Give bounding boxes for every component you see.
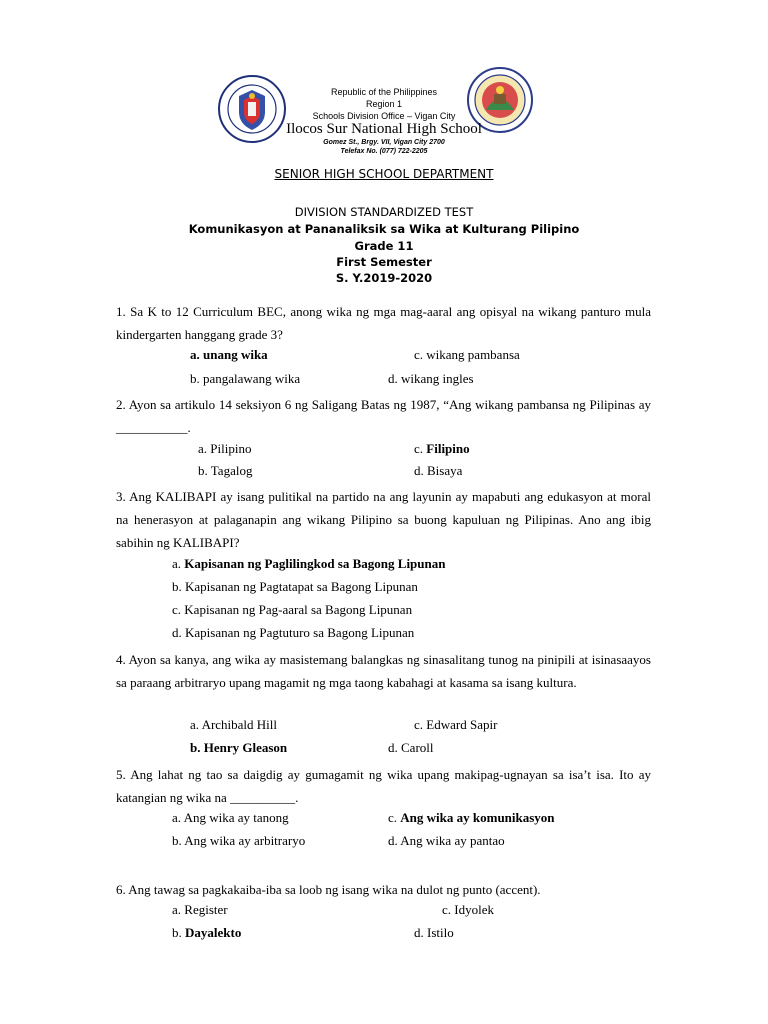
department-heading: SENIOR HIGH SCHOOL DEPARTMENT <box>274 167 494 181</box>
q5-option-c: c. Ang wika ay komunikasyon <box>388 810 555 825</box>
question-3-text: 3. Ang KALIBAPI ay isang pulitikal na partido na ang layunin ay mapabuti ang edukasyon at moral na henerasyon at palaganapin ang wikang Pilipino sa buong kapuluan ng Pilipinas. Ano ang ibig sabihin ng KALIBAPI? <box>116 489 651 550</box>
division-line: Schools Division Office – Vigan City <box>312 111 456 121</box>
school-telefax: Telefax No. (077) 722-2205 <box>340 148 428 155</box>
q5-option-a: a. Ang wika ay tanong <box>172 810 289 825</box>
q4-option-d: d. Caroll <box>388 740 434 755</box>
question-2-text: 2. Ayon sa artikulo 14 seksiyon 6 ng Saligang Batas ng 1987, “Ang wikang pambansa ng Pilipinas ay ___________. <box>116 397 651 435</box>
q2-option-b: b. Tagalog <box>198 463 253 478</box>
school-address: Gomez St., Brgy. VII, Vigan City 2700 <box>323 139 445 146</box>
q1-option-b: b. pangalawang wika <box>190 371 301 386</box>
question-4-text: 4. Ayon sa kanya, ang wika ay masistemang balangkas ng sinasalitang tunog na pinipili at isinasaayos sa paraang arbitraryo upang magamit ng mga taong kabahagi at kasama sa isang kultura. <box>116 652 651 690</box>
q2-option-c: c. Filipino <box>414 441 470 456</box>
test-school-year: S. Y.2019-2020 <box>335 271 433 285</box>
q3-option-d: d. Kapisanan ng Pagtuturo sa Bagong Lipunan <box>172 625 415 640</box>
test-subject: Komunikasyon at Pananaliksik sa Wika at Kulturang Pilipino <box>188 222 580 236</box>
q4-option-a: a. Archibald Hill <box>190 717 278 732</box>
question-1-text: 1. Sa K to 12 Curriculum BEC, anong wika ng mga mag-aaral ang opisyal na wikang panturo mula kindergarten hanggang grade 3? <box>116 304 651 342</box>
q6-option-a: a. Register <box>172 902 228 917</box>
q3-option-b: b. Kapisanan ng Pagtatapat sa Bagong Lipunan <box>172 579 418 594</box>
q5-option-b: b. Ang wika ay arbitraryo <box>172 833 306 848</box>
q3-option-c: c. Kapisanan ng Pag-aaral sa Bagong Lipunan <box>172 602 413 617</box>
q1-option-c: c. wikang pambansa <box>414 347 520 362</box>
test-semester: First Semester <box>336 255 432 269</box>
q1-option-d: d. wikang ingles <box>388 371 474 386</box>
q4-option-b: b. Henry Gleason <box>190 740 288 755</box>
q6-option-b: b. Dayalekto <box>172 925 242 940</box>
question-6-text: 6. Ang tawag sa pagkakaiba-iba sa loob ng isang wika na dulot ng punto (accent). <box>116 882 541 897</box>
q5-option-d: d. Ang wika ay pantao <box>388 833 505 848</box>
republic-line: Republic of the Philippines <box>330 87 438 97</box>
q6-option-c: c. Idyolek <box>442 902 494 917</box>
school-name: Ilocos Sur National High School <box>286 121 482 137</box>
test-title: DIVISION STANDARDIZED TEST <box>294 205 474 219</box>
region-line: Region 1 <box>365 99 403 109</box>
q6-option-d: d. Istilo <box>414 925 454 940</box>
q3-option-a: a. Kapisanan ng Paglilingkod sa Bagong Lipunan <box>172 556 446 571</box>
q2-option-a: a. Pilipino <box>198 441 252 456</box>
test-grade: Grade 11 <box>354 239 414 253</box>
q2-option-d: d. Bisaya <box>414 463 463 478</box>
q1-option-a: a. unang wika <box>190 347 268 362</box>
question-5-text: 5. Ang lahat ng tao sa daigdig ay gumagamit ng wika upang makipag-ugnayan sa isa’t isa. Ito ay katangian ng wika na __________. <box>116 767 651 805</box>
q4-option-c: c. Edward Sapir <box>414 717 498 732</box>
